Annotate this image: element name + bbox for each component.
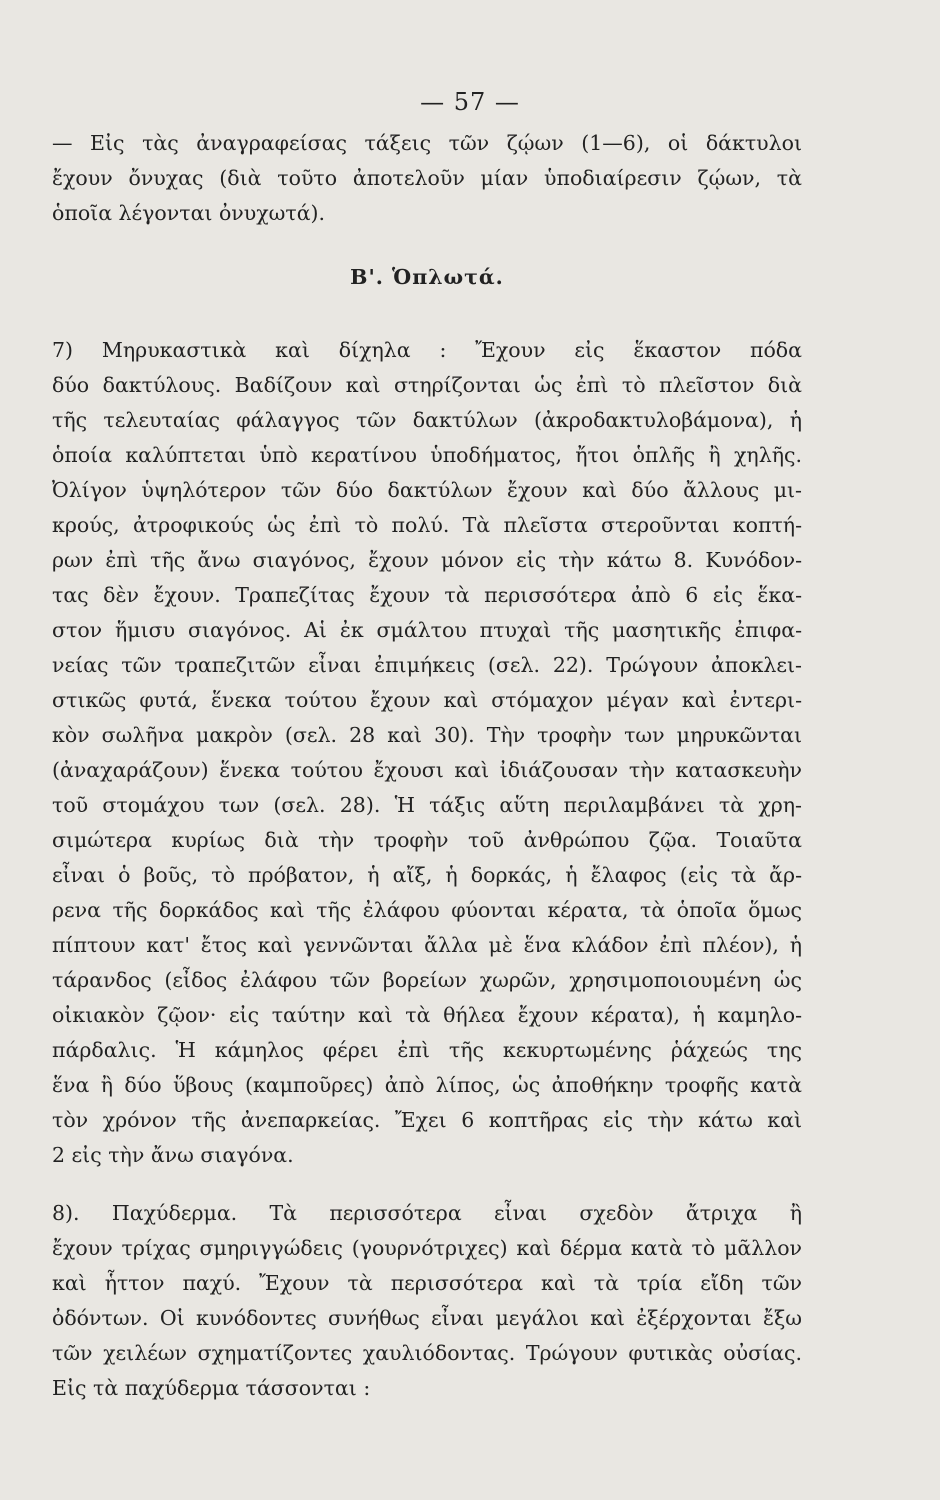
text-line: 2 εἰς τὴν ἄνω σιαγόνα. [52, 1143, 294, 1167]
text-line: τῶν χειλέων σχηματίζοντες χαυλιόδοντας. Τρώγουν φυτικὰς οὐσίας. [52, 1341, 802, 1365]
text-line: ρων ἐπὶ τῆς ἄνω σιαγόνος, ἔχουν μόνον εἰς τὴν κάτω 8. Κυνόδον- [52, 548, 802, 572]
text-line: στικῶς φυτά, ἕνεκα τούτου ἔχουν καὶ στόμαχον μέγαν καὶ ἐντερι- [52, 688, 802, 712]
text-line: πίπτουν κατ' ἔτος καὶ γεννῶνται ἄλλα μὲ ἕνα κλάδον ἐπὶ πλέον), ἡ [52, 933, 802, 957]
text-line: Εἰς τὰ παχύδερμα τάσσονται : [52, 1376, 371, 1400]
text-line: σιμώτερα κυρίως διὰ τὴν τροφὴν τοῦ ἀνθρώπου ζῷα. Τοιαῦτα [52, 828, 802, 852]
text-line: τῆς τελευταίας φάλαγγος τῶν δακτύλων (ἀκροδακτυλοβάμονα), ἡ [52, 408, 802, 432]
text-line: δύο δακτύλους. Βαδίζουν καὶ στηρίζονται ὡς ἐπὶ τὸ πλεῖστον διὰ [52, 373, 802, 397]
text-line: ἔχουν ὄνυχας (διὰ τοῦτο ἀποτελοῦν μίαν ὑποδιαίρεσιν ζῴων, τὰ [52, 166, 802, 190]
text-line: κὸν σωλῆνα μακρὸν (σελ. 28 καὶ 30). Τὴν τροφὴν των μηρυκῶνται [52, 723, 802, 747]
text-line: εἶναι ὁ βοῦς, τὸ πρόβατον, ἡ αἴξ, ἡ δορκάς, ἡ ἔλαφος (εἰς τὰ ἄρ- [52, 863, 802, 887]
text-line: — Εἰς τὰς ἀναγραφείσας τάξεις τῶν ζῴων (1—6), οἱ δάκτυλοι [52, 131, 802, 155]
text-line: 8). Παχύδερμα. Τὰ περισσότερα εἶναι σχεδὸν ἄτριχα ἢ [52, 1201, 802, 1225]
text-line: πάρδαλις. Ἡ κάμηλος φέρει ἐπὶ τῆς κεκυρτωμένης ῥάχεώς της [52, 1038, 802, 1062]
text-line: τάρανδος (εἶδος ἐλάφου τῶν βορείων χωρῶν, χρησιμοποιουμένη ὡς [52, 968, 802, 992]
text-line: Ὀλίγον ὑψηλότερον τῶν δύο δακτύλων ἔχουν καὶ δύο ἄλλους μι- [52, 478, 802, 502]
text-line: ὁποία καλύπτεται ὑπὸ κερατίνου ὑποδήματος, ἤτοι ὁπλῆς ἢ χηλῆς. [52, 443, 802, 467]
text-line: (ἀναχαράζουν) ἕνεκα τούτου ἔχουσι καὶ ἰδιάζουσαν τὴν κατασκευὴν [52, 758, 802, 782]
section-heading: Β'. Ὁπλωτά. [350, 265, 504, 289]
text-line: 7) Μηρυκαστικὰ καὶ δίχηλα : Ἔχουν εἰς ἕκαστον πόδα [52, 338, 802, 362]
text-line: καὶ ἧττον παχύ. Ἔχουν τὰ περισσότερα καὶ τὰ τρία εἴδη τῶν [52, 1271, 802, 1295]
text-line: ὀδόντων. Οἱ κυνόδοντες συνήθως εἶναι μεγάλοι καὶ ἐξέρχονται ἔξω [52, 1306, 802, 1330]
text-line: νείας τῶν τραπεζιτῶν εἶναι ἐπιμήκεις (σελ. 22). Τρώγουν ἀποκλει- [52, 653, 802, 677]
page-number: — 57 — [420, 88, 520, 116]
text-line: ρενα τῆς δορκάδος καὶ τῆς ἐλάφου φύονται κέρατα, τὰ ὁποῖα ὅμως [52, 898, 802, 922]
text-line: ἔχουν τρίχας σμηριγγώδεις (γουρνότριχες) καὶ δέρμα κατὰ τὸ μᾶλλον [52, 1236, 802, 1260]
text-line: ὁποῖα λέγονται ὀνυχωτά). [52, 201, 326, 225]
text-line: τὸν χρόνον τῆς ἀνεπαρκείας. Ἔχει 6 κοπτῆρας εἰς τὴν κάτω καὶ [52, 1108, 802, 1132]
text-line: τοῦ στομάχου των (σελ. 28). Ἡ τάξις αὕτη περιλαμβάνει τὰ χρη- [52, 793, 802, 817]
text-line: στον ἥμισυ σιαγόνος. Αἱ ἐκ σμάλτου πτυχαὶ τῆς μασητικῆς ἐπιφα- [52, 618, 802, 642]
text-line: κρούς, ἀτροφικούς ὡς ἐπὶ τὸ πολύ. Τὰ πλεῖστα στεροῦνται κοπτή- [52, 513, 802, 537]
text-line: τας δὲν ἔχουν. Τραπεζίτας ἔχουν τὰ περισσότερα ἀπὸ 6 εἰς ἕκα- [52, 583, 802, 607]
text-line: ἕνα ἢ δύο ὕβους (καμποῦρες) ἀπὸ λίπος, ὡς ἀποθήκην τροφῆς κατὰ [52, 1073, 802, 1097]
text-line: οἰκιακὸν ζῷον· εἰς ταύτην καὶ τὰ θήλεα ἔχουν κέρατα), ἡ καμηλο- [52, 1003, 802, 1027]
